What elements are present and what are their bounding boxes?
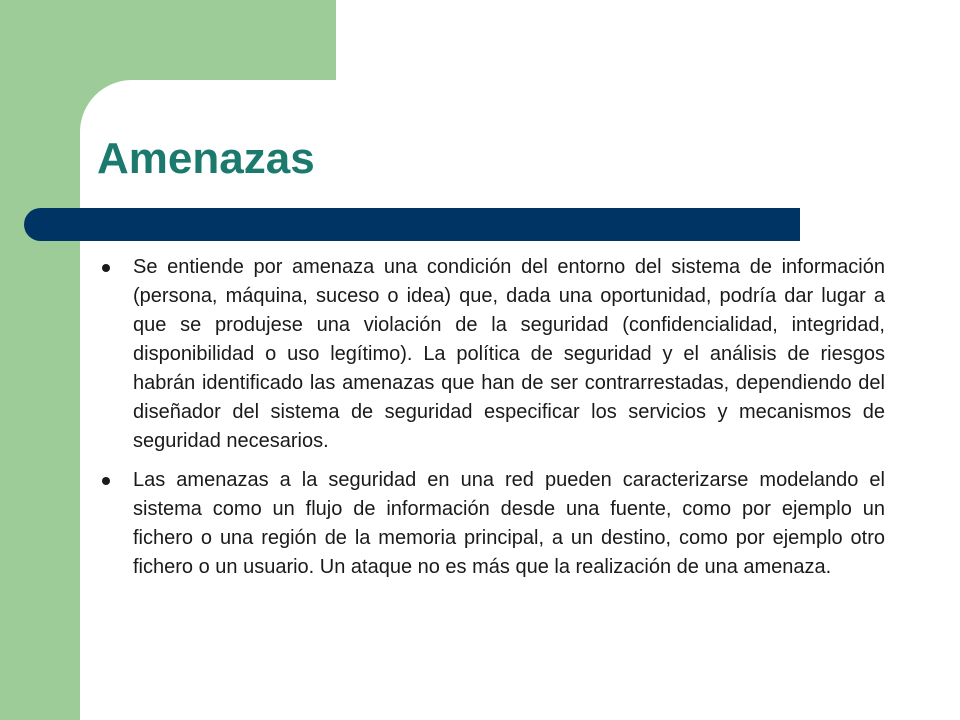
slide-title: Amenazas bbox=[97, 134, 315, 183]
bullet-text: Se entiende por amenaza una condición del entorno del sistema de información (persona, máquina, suceso o idea) que, dada una oportunidad, podría dar lugar a que se produjese una violación de la seguridad (confidencialidad, integridad, disponibilidad o uso legítimo). La política de seguridad y el análisis de riesgos habrán identificado las amenazas que han de ser contrarrestadas, dependiendo del diseñador del sistema de seguridad especificar los servicios y mecanismos de seguridad necesarios. bbox=[133, 256, 885, 452]
bullet-item bbox=[102, 253, 885, 456]
bullet-dot-icon bbox=[102, 477, 110, 485]
bullet-text: Las amenazas a la seguridad en una red pueden caracterizarse modelando el sistema como un flujo de información desde una fuente, como por ejemplo un fichero o una región de la memoria principal, a un destino, como por ejemplo otro fichero o un usuario. Un ataque no es más que la realización de una amenaza. bbox=[133, 469, 885, 578]
bullet-item bbox=[102, 466, 885, 582]
title-underline-bar bbox=[24, 208, 800, 241]
bullet-dot-icon bbox=[102, 264, 110, 272]
bullet-list bbox=[102, 253, 885, 592]
